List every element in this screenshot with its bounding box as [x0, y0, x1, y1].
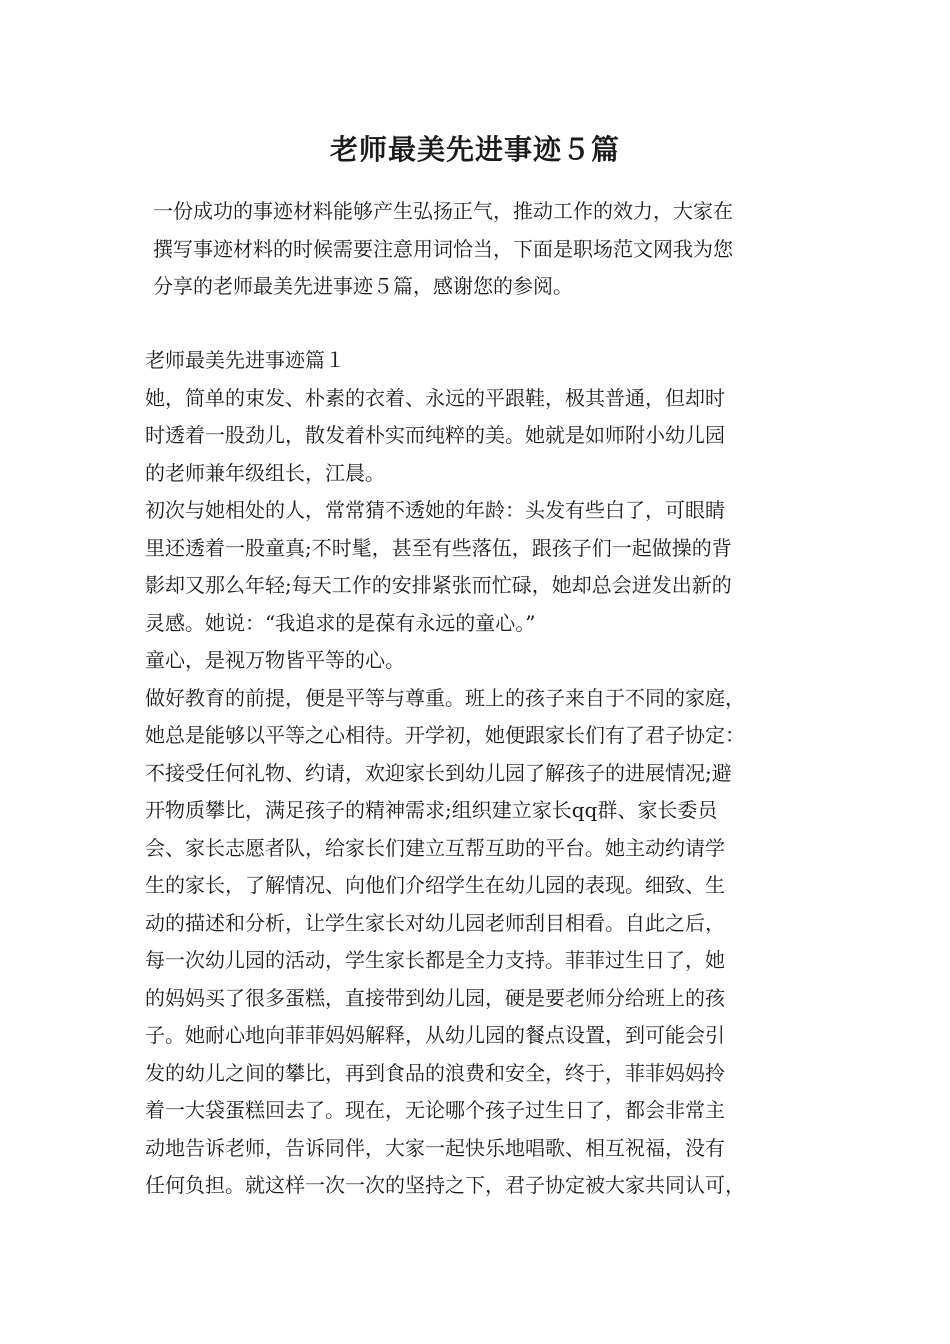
body-line: 动的描述和分析，让学生家长对幼儿园老师刮目相看。自此之后，	[145, 910, 725, 935]
body-line: 发的幼儿之间的攀比，再到食品的浪费和安全，终于，菲菲妈妈拎	[145, 1060, 725, 1085]
body-line: 生的家长，了解情况、向他们介绍学生在幼儿园的表现。细致、生	[145, 873, 725, 897]
body-line: 她，简单的束发、朴素的衣着、永远的平跟鞋，极其普通，但却时	[145, 385, 725, 410]
body-line: 每一次幼儿园的活动，学生家长都是全力支持。菲菲过生日了，她	[145, 948, 725, 972]
intro-paragraph	[145, 193, 825, 306]
body-line: 影却又那么年轻;每天工作的安排紧张而忙碌，她却总会迸发出新的	[145, 573, 732, 597]
intro-line: 撰写事迹材料的时候需要注意用词恰当，下面是职场范文网我为您	[153, 236, 733, 261]
intro-line: 一份成功的事迹材料能够产生弘扬正气，推动工作的效力，大家在	[153, 199, 733, 223]
body-line: 灵感。她说：“我追求的是葆有永远的童心。”	[145, 610, 536, 635]
intro-line: 分享的老师最美先进事迹５篇，感谢您的参阅。	[153, 274, 573, 298]
body-line: 里还透着一股童真;不时髦，甚至有些落伍，跟孩子们一起做操的背	[145, 535, 732, 560]
body-line: 子。她耐心地向菲菲妈妈解释，从幼儿园的餐点设置，到可能会引	[145, 1023, 725, 1047]
body-line: 着一大袋蛋糕回去了。现在，无论哪个孩子过生日了，都会非常主	[145, 1098, 725, 1122]
body-line: 会、家长志愿者队，给家长们建立互帮互助的平台。她主动约请学	[145, 835, 725, 860]
body-line: 她总是能够以平等之心相待。开学初，她便跟家长们有了君子协定：	[145, 723, 745, 747]
document-title: 老师最美先进事迹５篇	[329, 133, 620, 166]
body-line: 不接受任何礼物、约请，欢迎家长到幼儿园了解孩子的进展情况;避	[145, 760, 732, 785]
body-line: 时透着一股劲儿，散发着朴实而纯粹的美。她就是如师附小幼儿园	[145, 423, 725, 447]
section-heading: 老师最美先进事迹篇１	[145, 348, 345, 372]
body-line: 做好教育的前提，便是平等与尊重。班上的孩子来自于不同的家庭，	[145, 685, 745, 710]
body-line: 初次与她相处的人，常常猜不透她的年龄：头发有些白了，可眼睛	[145, 498, 725, 522]
section-body	[145, 342, 825, 1205]
body-line: 童心，是视万物皆平等的心。	[145, 648, 405, 672]
body-line: 的妈妈买了很多蛋糕，直接带到幼儿园，硬是要老师分给班上的孩	[145, 985, 725, 1010]
body-line: 动地告诉老师，告诉同伴，大家一起快乐地唱歌、相互祝福，没有	[145, 1135, 725, 1160]
body-line: 开物质攀比，满足孩子的精神需求;组织建立家长qq群、家长委员	[145, 798, 718, 822]
body-line: 任何负担。就这样一次一次的坚持之下，君子协定被大家共同认可，	[145, 1173, 745, 1197]
body-line: 的老师兼年级组长，江晨。	[145, 460, 385, 485]
